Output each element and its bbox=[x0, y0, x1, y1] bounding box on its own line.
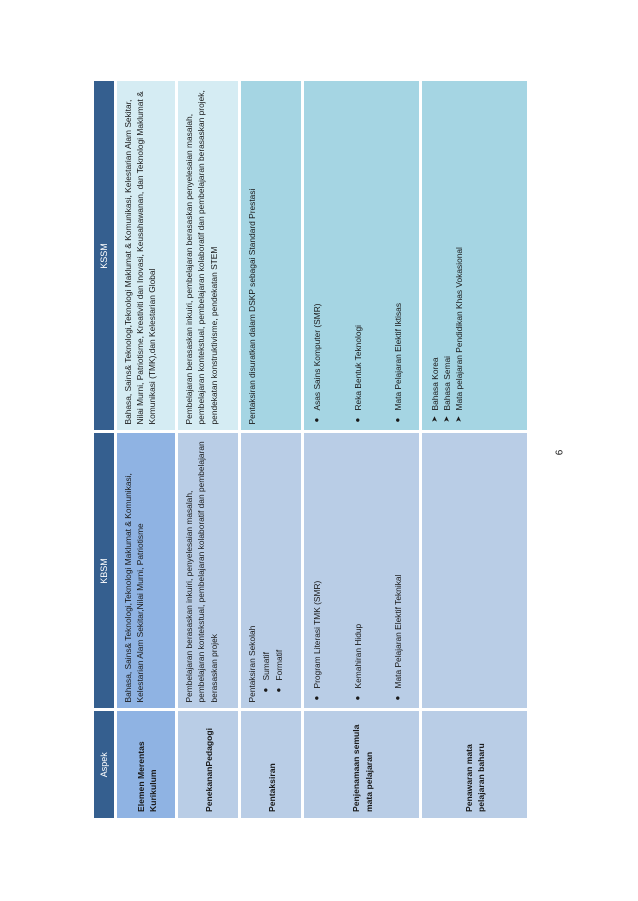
bullet-icon: ➤ bbox=[441, 415, 451, 423]
aspect-cell: Elemen Merentas Kurikulum bbox=[116, 710, 177, 818]
kssm-list bbox=[311, 88, 404, 425]
table-row bbox=[240, 80, 303, 818]
table-row bbox=[177, 80, 240, 818]
bullet-icon: ● bbox=[273, 687, 283, 693]
kbsm-cell: Pembelajaran berasaskan inkuiri, penyelesaian masalah, pembelajaran kontekstual, pembelajaran kolaboratif dan pembelajaran berasaskan projek bbox=[177, 432, 240, 710]
header-kssm: KSSM bbox=[94, 80, 116, 432]
bullet-icon: ● bbox=[352, 417, 362, 423]
table-row bbox=[303, 80, 420, 818]
kbsm-cell bbox=[240, 432, 303, 710]
list-item: ➤ Bahasa Semai bbox=[441, 356, 452, 423]
curriculum-comparison-table-rotated bbox=[94, 80, 530, 818]
aspect-cell: PenekananPedagogi bbox=[177, 710, 240, 818]
aspect-cell: Penjenamaan semula mata pelajaran bbox=[303, 710, 420, 818]
list-item: ● Program Literasi TMK (SMR) bbox=[312, 580, 323, 701]
bullet-icon: ➤ bbox=[454, 415, 464, 423]
kbsm-cell bbox=[303, 432, 420, 710]
kbsm-list bbox=[311, 440, 404, 703]
table-row bbox=[420, 80, 528, 818]
kbsm-list bbox=[260, 440, 284, 703]
bullet-icon: ● bbox=[392, 695, 402, 701]
list-item: ➤ Mata pelajaran Pendidikan Khas Vokasional bbox=[454, 247, 465, 423]
list-item: ● Kemahiran Hidup bbox=[352, 623, 363, 701]
list-item: ● Sumatif bbox=[261, 652, 272, 693]
bullet-icon: ● bbox=[352, 695, 362, 701]
header-aspek: Aspek bbox=[94, 710, 116, 818]
table-header-row bbox=[94, 80, 116, 818]
list-item: ● Mata Pelajaran Elektif Teknikal bbox=[392, 574, 403, 701]
kssm-cell: Pentaksiran disuratkan dalam DSKP sebagai Standard Prestasi bbox=[240, 80, 303, 432]
page-number: 6 bbox=[554, 449, 566, 456]
kbsm-cell: Bahasa, Sains& Teknologi,Teknologi Maklumat & Komunikasi, Kelestarian Alam Sekitar,Nilai Murni, Patriotisme bbox=[116, 432, 177, 710]
table-row bbox=[116, 80, 177, 818]
kbsm-cell-empty bbox=[420, 432, 528, 710]
kssm-cell bbox=[420, 80, 528, 432]
list-item: ➤ Bahasa Korea bbox=[429, 357, 440, 423]
bullet-icon: ● bbox=[312, 695, 322, 701]
aspect-cell: Penawaran mata pelajaran baharu bbox=[420, 710, 528, 818]
list-item: ● Formatif bbox=[273, 649, 284, 693]
kssm-cell bbox=[303, 80, 420, 432]
comparison-table bbox=[94, 79, 530, 819]
kssm-cell: Bahasa, Sains& Teknologi,Teknologi Maklumat & Komunikasi, Kelestarian Alam Sekitar, Nilai Murni, Patriotisme, Kreativiti dan Inovasi, Keusahawanan, dan Teknologi Maklumat & Komunikasi (TMK),dan Kelestarian Global bbox=[116, 80, 177, 432]
list-item: ● Mata Pelajaran Elektif Iktisas bbox=[392, 302, 403, 423]
bullet-icon: ● bbox=[261, 687, 271, 693]
kssm-list bbox=[429, 88, 466, 425]
kssm-cell: Pembelajaran berasaskan inkuiri, pembelajaran berasaskan penyelesaian masalah, pembelajaran kontekstual, pembelajaran kolaboratif dan pembelajaran berasaskan projek, pendekatan konstruktivisme, pendekatan STEM bbox=[177, 80, 240, 432]
aspect-cell: Pentaksiran bbox=[240, 710, 303, 818]
bullet-icon: ● bbox=[392, 417, 402, 423]
kbsm-intro: Pentaksiran Sekolah bbox=[247, 625, 258, 703]
bullet-icon: ● bbox=[312, 417, 322, 423]
bullet-icon: ➤ bbox=[429, 415, 439, 423]
list-item: ● Asas Sains Komputer (SMR) bbox=[312, 303, 323, 423]
header-kbsm: KBSM bbox=[94, 432, 116, 710]
list-item: ● Reka Bentuk Teknologi bbox=[352, 324, 363, 423]
